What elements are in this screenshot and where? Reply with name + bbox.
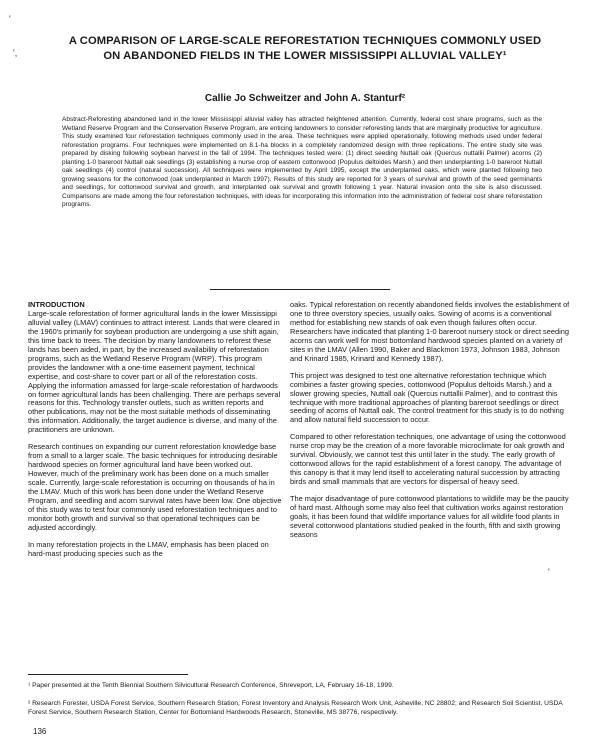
footnote: ¹ Paper presented at the Tenth Biennial Southern Silvicultural Research Conference, Shreveport, LA, February 16-18, 1999.: [28, 682, 394, 689]
body-paragraph: This project was designed to test one alternative reforestation technique which combines a faster growing species, cottonwood (Populus deltoids Marsh.) and a slower growing species, Nuttall oak (Quercus nuttallii Palmer), and to contrast this technique with more traditional approaches of planting bareroot seedlings or direct seeding of acorns of Nuttall oak. The control treatment for this study is to do nothing and allow natural field succession to occur.: [290, 370, 564, 425]
body-paragraph: Research continues on expanding our current reforestation knowledge base from a small to a larger scale. The basic techniques for introducing desirable hardwood species on former agricultural land have been worked out. However, much of the preliminary work has been done on a much smaller scale. Currently, large-scale reforestation is occurring on thousands of ha in the LMAV. Much of this work has been done under the Wetland Reserve Program, and seedling and acorn survival rates have been low. One objective of this study was to test four commonly used reforestation techniques and to monitor both growth and survival so that operational techniques can be adjusted accordingly.: [28, 442, 282, 532]
abstract: Abstract-Reforesting abandoned land in the lower Mississippi alluvial valley has attracted heightened attention. Currently, federal cost share programs, such as the Wetland Reserve Program and the Conservation Reserve Program, are enticing landowners to consider reforesting lands that are marginally productive for agriculture. This study examined four reforestation techniques commonly used in the area. These techniques were applied operationally, following methods used under federal reforestation programs. Four techniques were implemented on 8.1-ha blocks in a completely randomized design with three replications. The entire study site was prepared by disking following soybean harvest in the fall of 1994. The techniques tested were: (1) direct seeding Nuttall oak (Quercus nuttallii Palmer) acorns (2) planting 1-0 bareroot Nuttall oak seedlings (3) establishing a nurse crop of eastern cottonwood (Populus deltoides Marsh.) and then underplanting 1-0 bareroot Nuttall oak seedlings (4) control (natural succession). All techniques were implemented by April 1995, except the underplanted oaks, which were planted following two growing seasons for the cottonwood (oak underplanted in March 1997). Results of this study are reported for 3 years of survival and growth of the seed germinants and seedlings, for cottonwood survival and growth, and interplanted oak survival and growth following 1 year. Natural invasion onto the site is also discussed. Comparisons are made among the four reforestation techniques, with ideas for incorporating this information into the administration of federal cost share reforestation programs.: [62, 116, 542, 209]
footnote: ² Research Forester, USDA Forest Service, Southern Research Station, Forest Inventory and Analysis Research Work Unit, Asheville, NC 28802; and Research Soil Scientist, USDA Forest Service, Southern Research Station, Center for Bottomland Hardwoods Research, Stoneville, MS 38776, respectively.: [28, 700, 563, 716]
body-paragraph: Large-scale reforestation of former agricultural lands in the lower Mississippi alluvial valley (LMAV) continues to attract interest. Lands that were cleared in the 1960's primarily for soybean production are undergoing a use shift again, this time back to trees. The decision by many landowners to reforest these lands has been aided, in part, by the increased availability of reforestation programs, such as the Wetland Reserve Program (WRP). This program provides the landowner with a one-time easement payment, technical expertise, and cost-share to cover part or all of the reforestation costs. Applying the information amassed for large-scale reforestation of hardwoods on former agricultural lands has been challenging. There are perhaps several reasons for this. Technology transfer outlets, such as written reports and other publications, may not be the most suitable methods of disseminating this information. Additionally, the target audience is diverse, and many of the practitioners are unknown.: [28, 308, 281, 435]
page-number: 136: [33, 727, 47, 736]
paper-title: A COMPARISON OF LARGE-SCALE REFORESTATION TECHNIQUES COMMONLY USED ON ABANDONED FIELDS IN THE LOWER MISSISSIPPI ALLUVIAL VALLEY¹: [68, 35, 542, 62]
paper-authors: Callie Jo Schweitzer and John A. Stanturf²: [204, 93, 406, 104]
body-paragraph: Compared to other reforestation techniques, one advantage of using the cottonwood nurse crop may be the creation of a more favorable microclimate for oak growth and survival. Obviously, we cannot test this until later in the study. The early growth of cottonwood allows for the rapid establishment of a forest canopy. The advantage of this canopy is that it may lend itself to accelerating natural succession by attracting birds and small mammals that are vectors for dispersal of heavy seed.: [290, 432, 566, 487]
scan-mark: ',: [13, 48, 18, 58]
section-divider: [210, 289, 390, 290]
body-paragraph: In many reforestation projects in the LMAV, emphasis has been placed on hard-mast producing species such as the: [28, 539, 269, 558]
scan-mark: ': [548, 567, 550, 577]
body-paragraph: oaks. Typical reforestation on recently abandoned fields involves the establishment of one to three overstory species, usually oaks. Sowing of acorns is a conventional method for establishing new stands of oak even though failures often occur. Researchers have indicated that planting 1-0 bareroot nursery stock or direct seeding acorns can work well for most bottomland hardwood species planted on a variety of sites in the LMAV (Allen 1990, Baker and Blackmon 1973, Johnson 1983, Johnson and Krinard 1985, Krinard and Kennedy 1987).: [290, 300, 570, 363]
body-paragraph: The major disadvantage of pure cottonwood plantations to wildlife may be the paucity of hard mast. Although some may also feel that cultivation works against restoration goals, it has been found that wildlife importance values for all wildlife food plants in several cottonwood plantations studied peaked in the fourth, fifth and sixth growing seasons: [290, 494, 569, 539]
right-column: [290, 301, 572, 548]
section-heading: INTRODUCTION: [28, 300, 85, 309]
scan-mark: ': [9, 14, 11, 24]
left-column: [28, 301, 282, 567]
footnote-divider: [28, 674, 188, 675]
